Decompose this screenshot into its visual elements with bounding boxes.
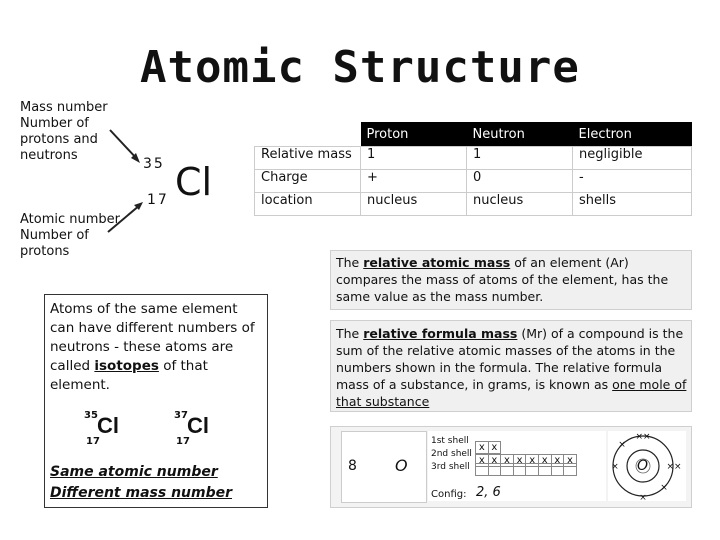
table-cell: 0 <box>467 170 573 193</box>
table-cell: Relative mass <box>255 147 361 170</box>
table-cell: shells <box>573 193 692 216</box>
shell-2-cells: x x x x x x x x <box>476 448 577 467</box>
table-row <box>255 147 692 170</box>
table-header: Neutron <box>467 122 573 147</box>
shell-label: 2nd shell <box>431 449 472 459</box>
isotopes-keyword: isotopes <box>94 358 159 374</box>
svg-text:××: ×× <box>635 432 651 442</box>
relative-formula-mass-text: The relative formula mass (Mr) of a compound is the sum of the relative atomic masses of the atoms in the numbers shown in the formula. The relative formula mass of a substance, in grams, is known as one mole of that substance <box>336 326 687 409</box>
page-title: Atomic Structure <box>140 42 580 93</box>
table-cell: - <box>573 170 692 193</box>
isotope-summary: Same atomic number Different mass number <box>50 464 233 501</box>
svg-text:×: × <box>660 483 668 493</box>
bohr-core-symbol: O <box>637 458 649 474</box>
mass-number-label: Mass number Number of protons and neutrons <box>20 100 108 163</box>
table-cell: 1 <box>467 147 573 170</box>
table-cell: Charge <box>255 170 361 193</box>
table-header-blank <box>255 122 361 147</box>
shell-3-cells <box>476 461 577 480</box>
mass-number-value: 35 <box>143 156 165 172</box>
isotopes-text: Atoms of the same element can have different numbers of neutrons - these atoms are called isotopes of that element. <box>50 301 255 393</box>
svg-text:×: × <box>639 493 647 501</box>
iso2-mass: 37 <box>174 410 188 421</box>
atomic-number-value: 17 <box>147 192 169 208</box>
table-header-row <box>255 122 692 147</box>
iso1-atomic: 17 <box>86 436 100 447</box>
svg-text:×: × <box>618 440 626 450</box>
element-symbol: Cl <box>175 160 213 204</box>
iso1-symbol: Cl <box>97 413 119 438</box>
table-cell: nucleus <box>361 193 467 216</box>
oxygen-symbol: O <box>395 456 408 475</box>
table-header: Proton <box>361 122 467 147</box>
particle-table <box>254 122 692 216</box>
shell-label: 3rd shell <box>431 462 470 472</box>
shell-label: 1st shell <box>431 436 469 446</box>
relative-atomic-mass-text: The relative atomic mass of an element (Ar) compares the mass of atoms of the element, has the same value as the mass number. <box>336 255 669 304</box>
table-cell: negligible <box>573 147 692 170</box>
table-row <box>255 193 692 216</box>
svg-text:××: ×× <box>666 462 682 472</box>
svg-text:×: × <box>611 462 619 472</box>
atomic-number-label: Atomic number Number of protons <box>20 212 121 259</box>
table-cell: 1 <box>361 147 467 170</box>
oxygen-atomic-number: 8 <box>348 458 357 474</box>
table-row <box>255 170 692 193</box>
table-cell: + <box>361 170 467 193</box>
table-cell: nucleus <box>467 193 573 216</box>
config-value: 2, 6 <box>476 485 501 500</box>
iso2-atomic: 17 <box>176 436 190 447</box>
table-cell: location <box>255 193 361 216</box>
table-header: Electron <box>573 122 692 147</box>
config-label: Config: <box>431 489 467 500</box>
iso2-symbol: Cl <box>187 413 209 438</box>
shell-1-cells: x x <box>476 435 501 454</box>
iso1-mass: 35 <box>84 410 98 421</box>
